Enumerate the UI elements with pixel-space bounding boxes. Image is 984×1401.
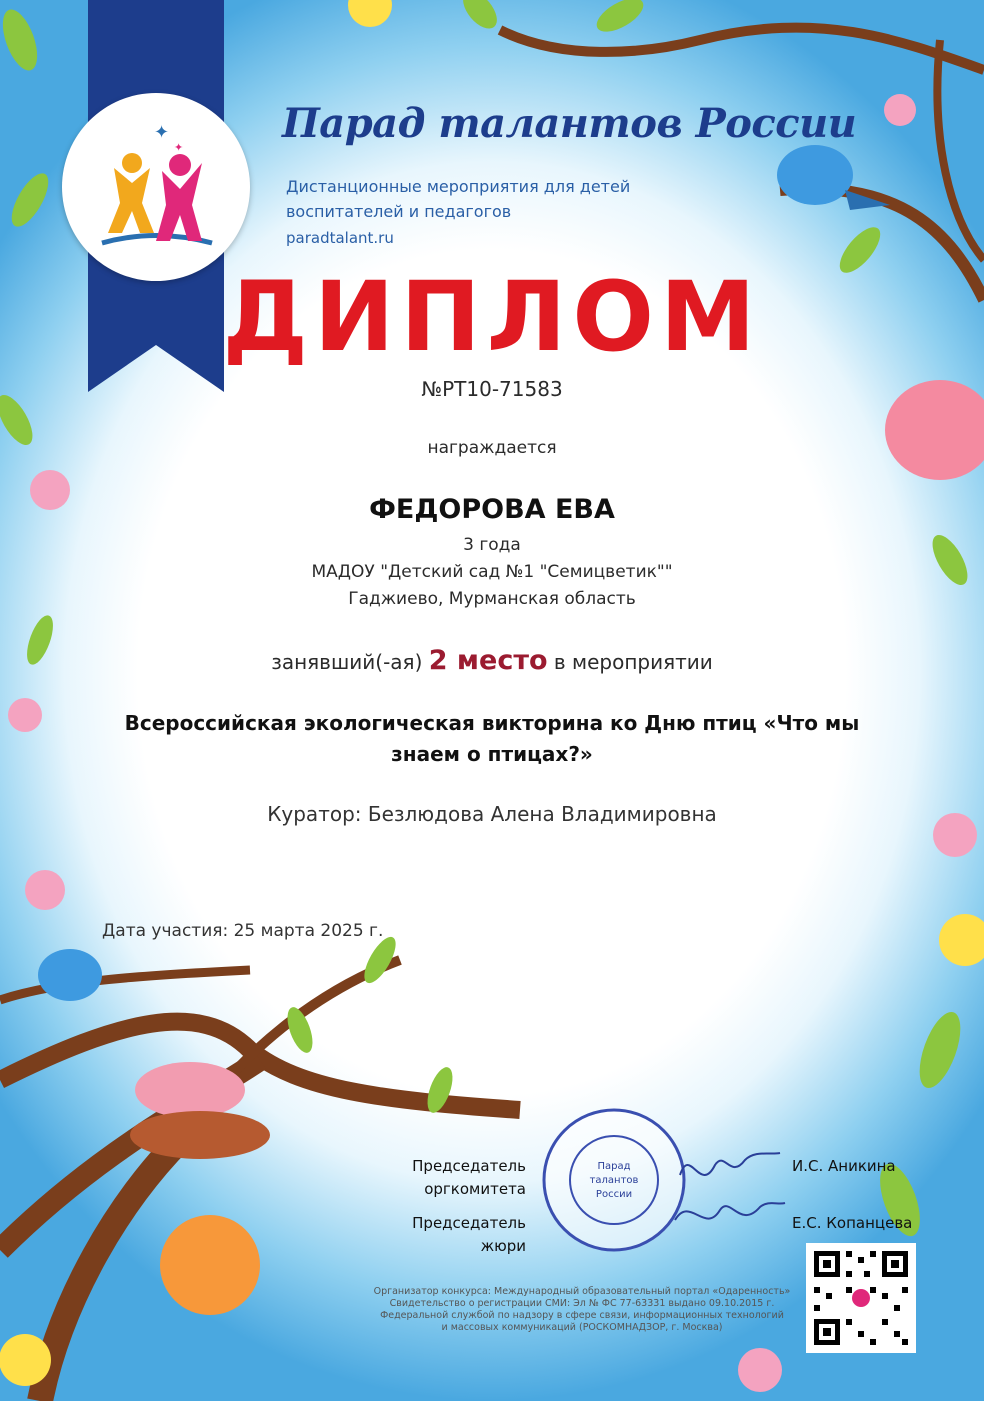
- stamp-text: Парад: [597, 1161, 631, 1172]
- role-line: Председатель: [412, 1157, 526, 1175]
- place-suffix: в мероприятии: [553, 650, 713, 674]
- event-title: Всероссийская экологическая викторина ко Дню птиц «Что мы знаем о птицах?»: [124, 711, 860, 766]
- role-line: оргкомитета: [424, 1180, 526, 1198]
- brand-subtitle: [286, 174, 706, 224]
- footer-line: Свидетельство о регистрации СМИ: Эл № ФС 77-63331 выдано 09.10.2015 г.: [389, 1298, 775, 1309]
- svg-text:✦: ✦: [174, 141, 184, 154]
- recipient-age: 3 года: [463, 535, 521, 555]
- place-prefix: занявший(-ая): [271, 650, 423, 674]
- awarded-text: награждается: [427, 438, 557, 458]
- site-url: paradtalant.ru: [286, 229, 394, 247]
- place-line: [0, 645, 984, 676]
- stamp-text: талантов: [589, 1175, 639, 1186]
- recipient-organization: МАДОУ "Детский сад №1 "Семицветик"": [311, 562, 673, 582]
- role-line: жюри: [480, 1237, 526, 1255]
- subtitle-line: Дистанционные мероприятия для детей: [286, 177, 631, 196]
- signature-role-jury: [386, 1212, 526, 1258]
- footer-line: Федеральной службой по надзору в сфере связи, информационных технологий: [380, 1310, 784, 1321]
- participation-date: Дата участия: 25 марта 2025 г.: [102, 921, 384, 941]
- diploma-title: ДИПЛОМ: [222, 261, 762, 373]
- brand-title: Парад талантов России: [282, 100, 857, 147]
- curator: Куратор: Безлюдова Алена Владимировна: [267, 802, 717, 826]
- organizer-info: [362, 1286, 802, 1334]
- recipient-city: Гаджиево, Мурманская область: [348, 589, 636, 609]
- subtitle-line: воспитателей и педагогов: [286, 202, 512, 221]
- diploma-number: №PT10-71583: [421, 377, 563, 401]
- footer-line: и массовых коммуникаций (РОСКОМНАДЗОР, г. Москва): [441, 1322, 723, 1333]
- footer-line: Организатор конкурса: Международный образовательный портал «Одаренность»: [373, 1286, 791, 1297]
- signatures-handwritten: [660, 1135, 790, 1245]
- logo: [62, 93, 250, 281]
- recipient-name: ФЕДОРОВА ЕВА: [369, 494, 615, 525]
- place-value: 2 место: [428, 645, 548, 676]
- role-line: Председатель: [412, 1214, 526, 1232]
- children-logo-icon: [62, 93, 250, 281]
- stamp-text: России: [595, 1189, 633, 1200]
- svg-text:✦: ✦: [154, 122, 170, 143]
- signature-name-1: И.С. Аникина: [792, 1157, 896, 1175]
- signature-role-orgcommittee: [386, 1155, 526, 1201]
- qr-code-icon: [806, 1243, 916, 1353]
- signature-name-2: Е.С. Копанцева: [792, 1214, 913, 1232]
